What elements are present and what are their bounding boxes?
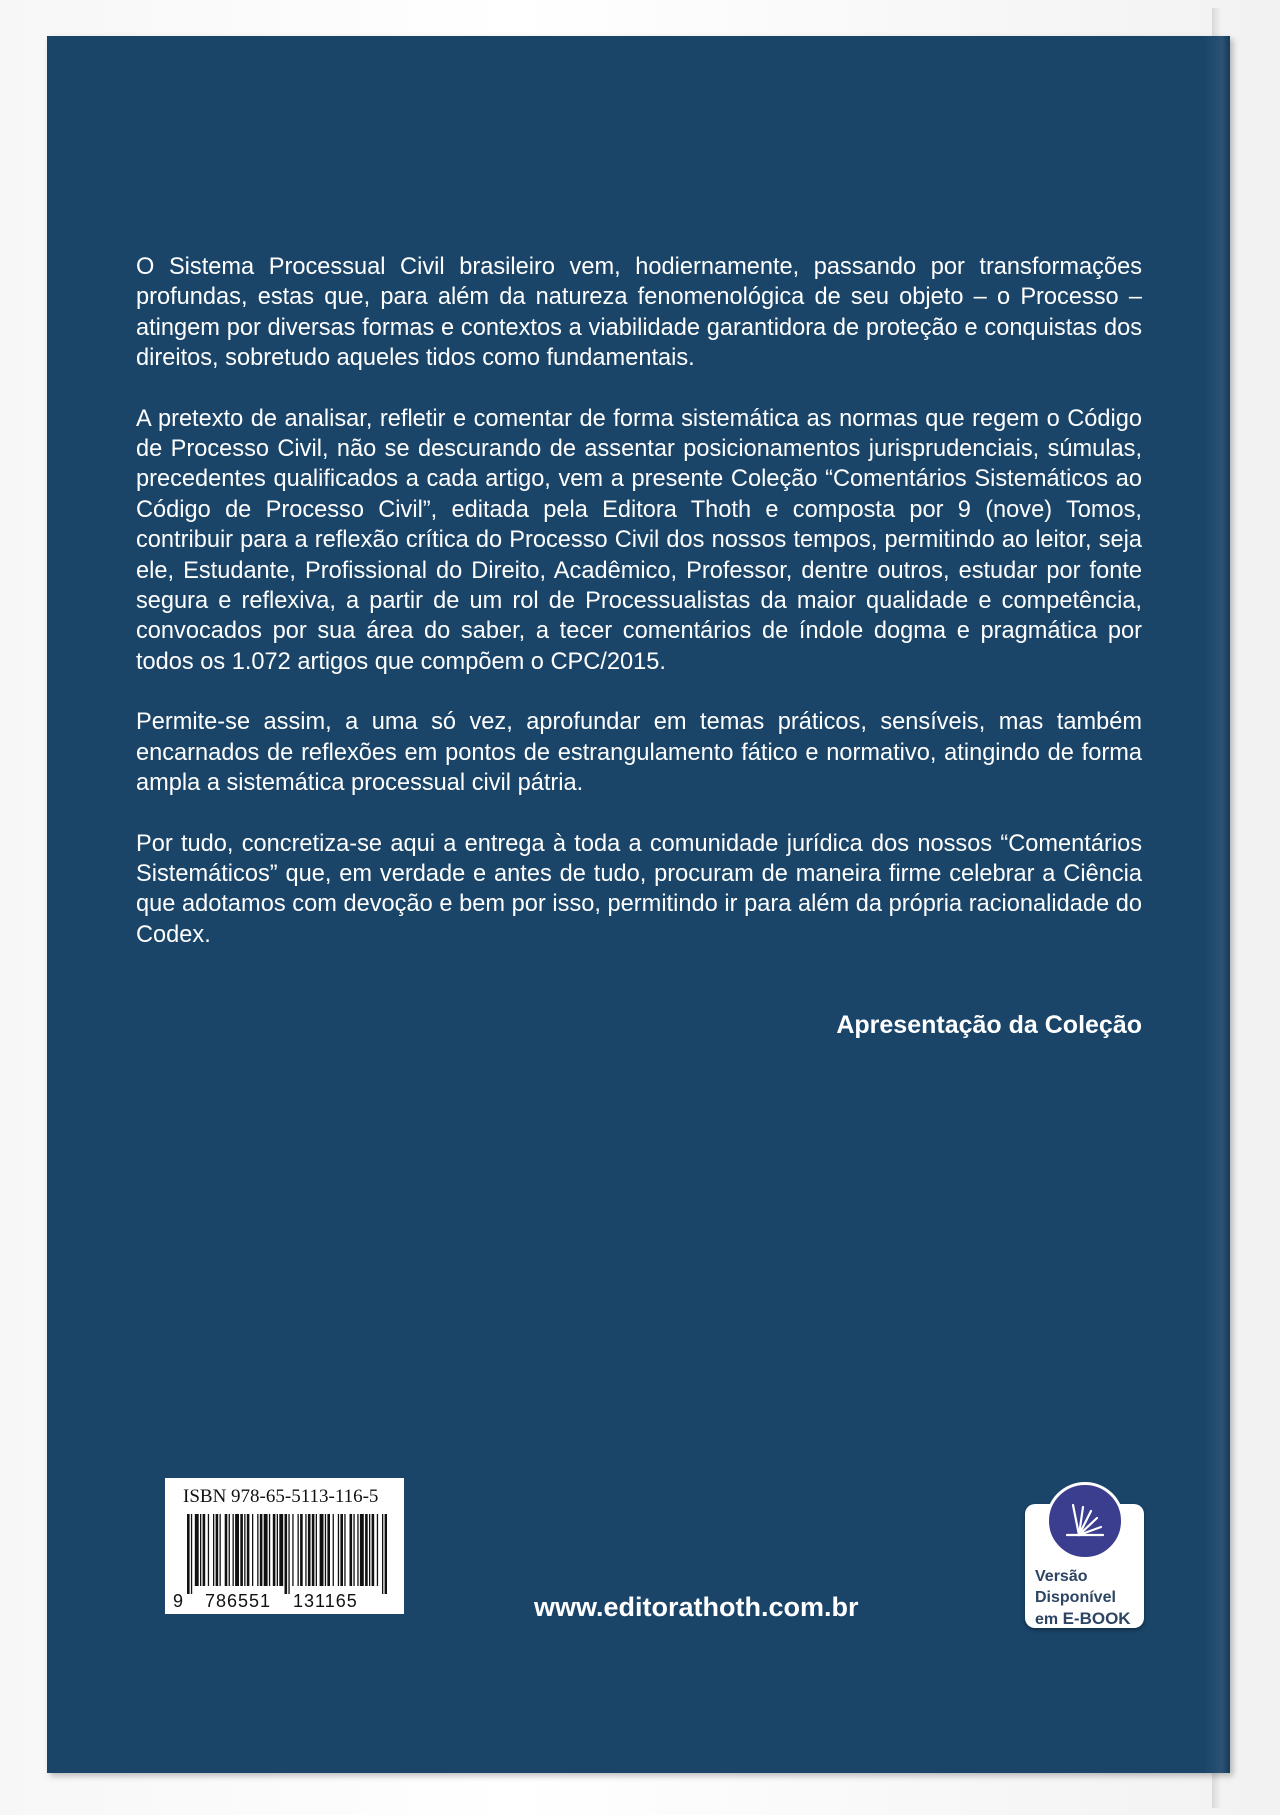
- isbn-barcode: [165, 1478, 404, 1614]
- ebook-line-1: Versão: [1035, 1568, 1088, 1585]
- barcode-digits-right: 131165: [293, 1591, 358, 1611]
- ebook-line-3-strong: E-BOOK: [1062, 1609, 1131, 1628]
- synopsis: [136, 252, 1142, 980]
- barcode-digit-first: 9: [173, 1591, 184, 1611]
- ebook-availability-text: [1035, 1566, 1131, 1630]
- isbn-label: ISBN 978-65-5113-116-5: [183, 1486, 379, 1507]
- cover-sheen: [1204, 36, 1230, 1773]
- back-cover: [47, 36, 1230, 1773]
- synopsis-paragraph-1: O Sistema Processual Civil brasileiro vem, hodiernamente, passando por transformações profundas, estas que, para além da natureza fenomenológica de seu objeto – o Processo – atingem por diversas formas e contextos a viabilidade garantidora de proteção e conquistas dos direitos, sobretudo aqueles tidos como fundamentais.: [136, 254, 1142, 372]
- ebook-line-2: Disponível: [1035, 1589, 1116, 1606]
- ebook-line-3: [1035, 1608, 1131, 1630]
- synopsis-paragraph-3: Permite-se assim, a uma só vez, aprofundar em temas práticos, sensíveis, mas também encarnados de reflexões em pontos de estrangulamento fático e normativo, atingindo de forma ampla a sistemática processual civil pátria.: [136, 709, 1142, 797]
- ebook-line-3-prefix: em: [1035, 1611, 1063, 1628]
- synopsis-paragraph-4: Por tudo, concretiza-se aqui a entrega à toda a comunidade jurídica dos nossos “Comentários Sistemáticos” que, em verdade e antes de tudo, procuram de maneira firme celebrar a Ciência que adotamos com devoção e bem por isso, permitindo ir para além da própria racionalidade do Codex.: [136, 830, 1142, 948]
- collection-signature: Apresentação da Coleção: [836, 1011, 1142, 1039]
- synopsis-paragraph-2: A pretexto de analisar, refletir e comentar de forma sistemática as normas que regem o Código de Processo Civil, não se descurando de assentar posicionamentos jurisprudenciais, súmulas, precedentes qualificados a cada artigo, vem a presente Coleção “Comentários Sistemáticos ao Código de Processo Civil”, editada pela Editora Thoth e composta por 9 (nove) Tomos, contribuir para a reflexão crítica do Processo Civil dos nossos tempos, permitindo ao leitor, seja ele, Estudante, Profissional do Direito, Acadêmico, Professor, dentre outros, estudar por fonte segura e reflexiva, a partir de um rol de Processualistas da maior qualidade e competência, convocados por sua área do saber, a tecer comentários de índole dogma e pragmática por todos os 1.072 artigos que compõem o CPC/2015.: [136, 405, 1142, 675]
- ebook-badge: [1025, 1504, 1144, 1628]
- publisher-website[interactable]: www.editorathoth.com.br: [534, 1592, 859, 1622]
- open-book-icon: [1046, 1482, 1124, 1560]
- barcode-digits-left: 786551: [205, 1591, 272, 1611]
- barcode-icon: [187, 1514, 387, 1594]
